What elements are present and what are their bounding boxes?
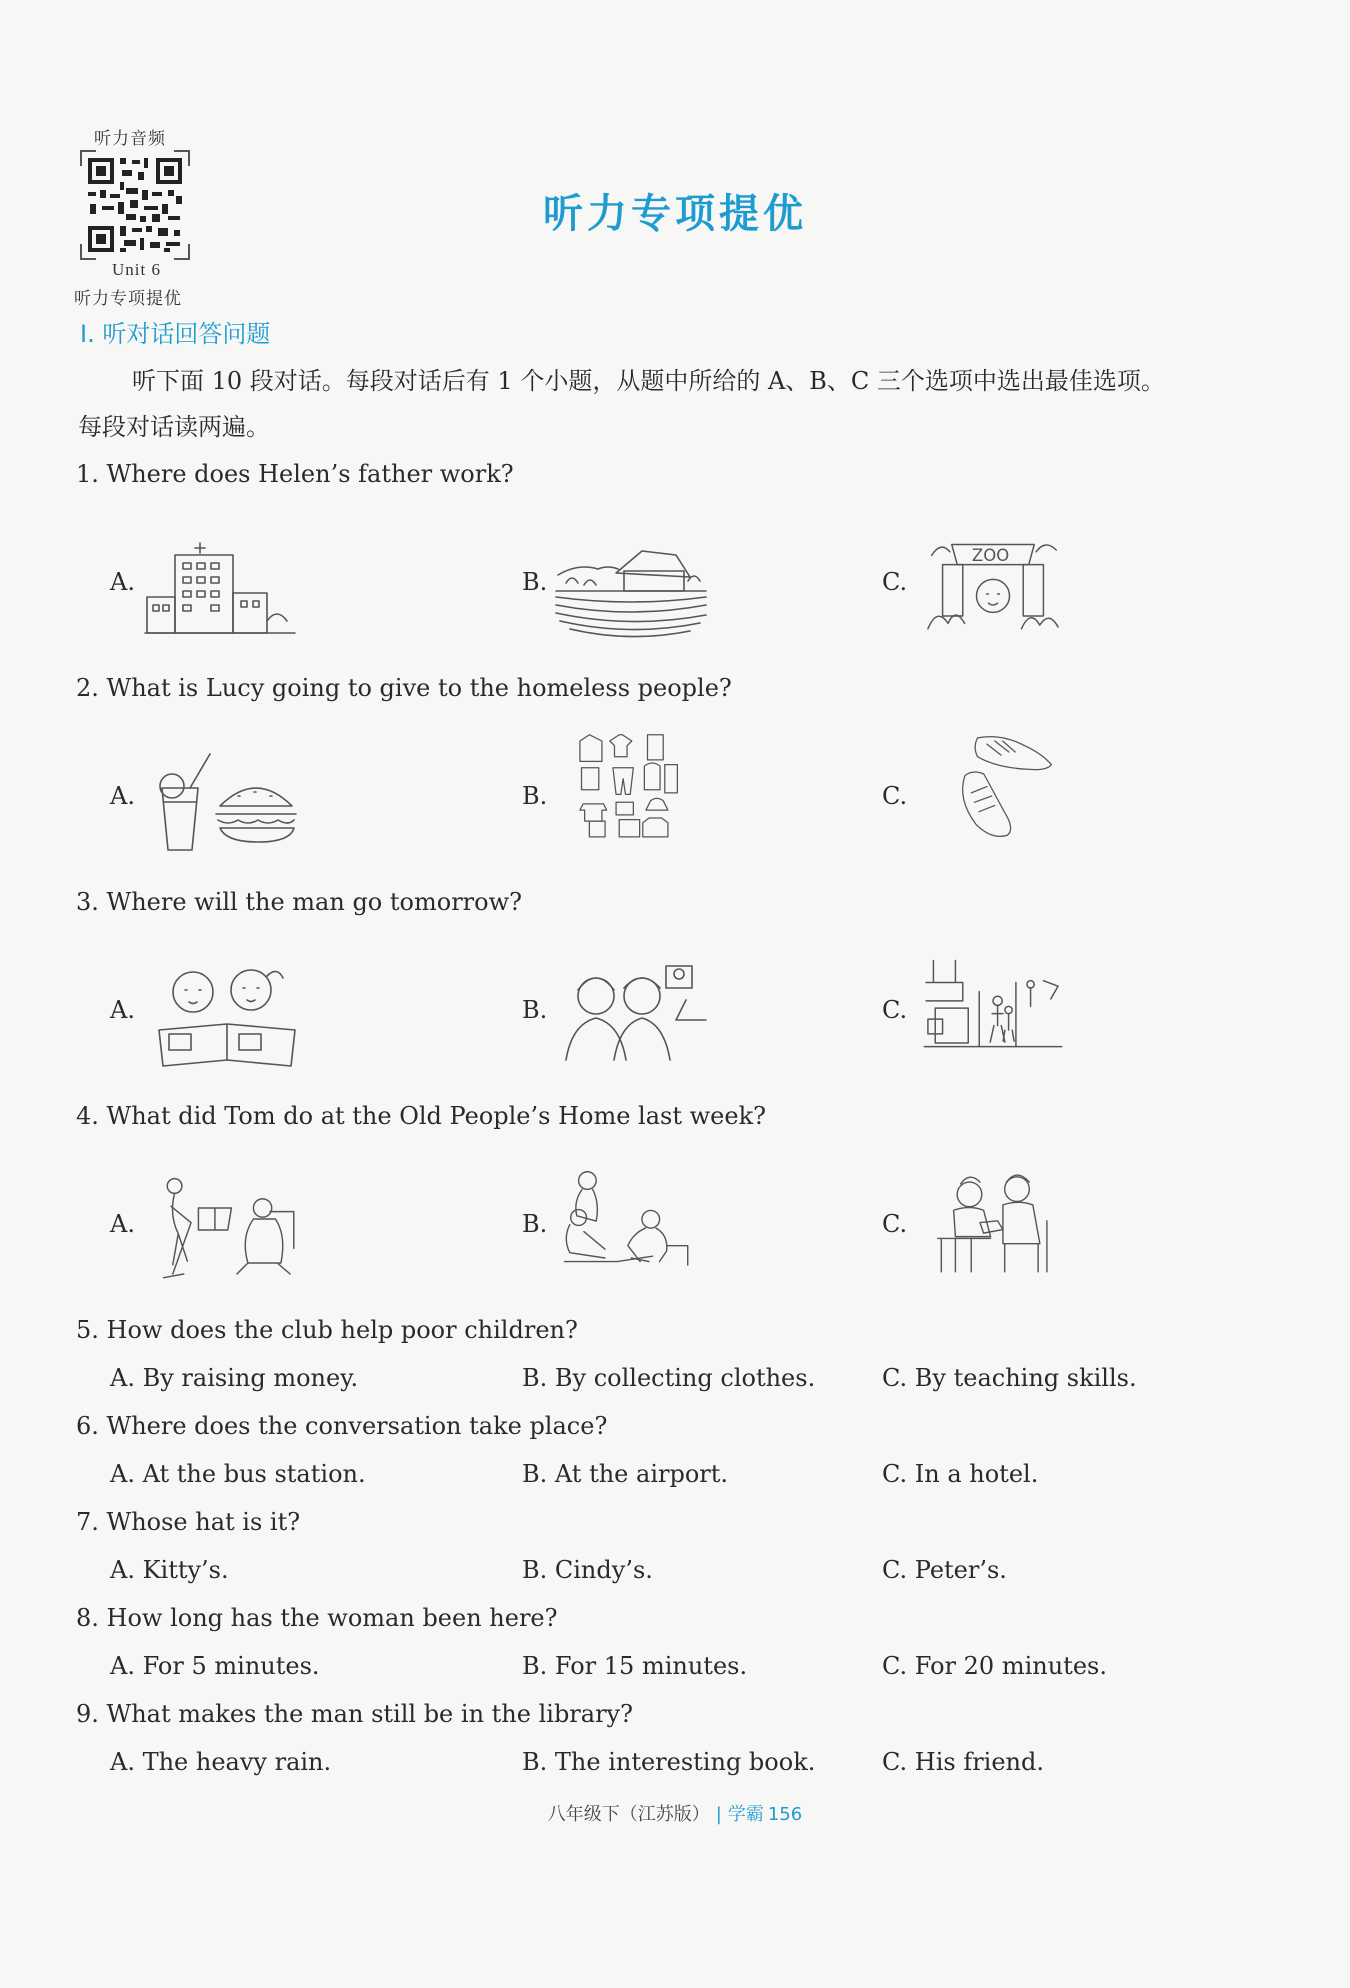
q5-option-a[interactable]: A. By raising money. <box>110 1364 359 1392</box>
qr-unit-label: Unit 6 <box>112 260 161 279</box>
q7-option-b[interactable]: B. Cindy’s. <box>522 1556 653 1584</box>
svg-text:ZOO: ZOO <box>971 546 1010 565</box>
page-number: 156 <box>767 1804 803 1825</box>
helping-fallen-icon[interactable] <box>552 1170 702 1280</box>
page-footer <box>0 1800 1350 1826</box>
q3-option-a-label: A. <box>110 996 135 1024</box>
q8-option-c[interactable]: C. For 20 minutes. <box>882 1652 1107 1680</box>
q9-option-b[interactable]: B. The interesting book. <box>522 1748 816 1776</box>
sneakers-icon[interactable] <box>930 730 1080 840</box>
question-9: 9. What makes the man still be in the library? <box>76 1700 633 1728</box>
question-1: 1. Where does Helen’s father work? <box>76 460 514 488</box>
question-3: 3. Where will the man go tomorrow? <box>76 888 522 916</box>
q4-option-b-label: B. <box>522 1210 548 1238</box>
q3-option-c-label: C. <box>882 996 908 1024</box>
hospital-icon[interactable] <box>145 535 295 645</box>
instructions-line2: 每段对话读两遍。 <box>78 413 270 441</box>
q6-option-c[interactable]: C. In a hotel. <box>882 1460 1039 1488</box>
old-people-icon[interactable] <box>556 960 706 1070</box>
q1-option-a-label: A. <box>110 568 135 596</box>
q9-option-a[interactable]: A. The heavy rain. <box>110 1748 332 1776</box>
q7-option-c[interactable]: C. Peter’s. <box>882 1556 1007 1584</box>
q2-option-a-label: A. <box>110 782 135 810</box>
question-5: 5. How does the club help poor children? <box>76 1316 578 1344</box>
q8-option-a[interactable]: A. For 5 minutes. <box>110 1652 320 1680</box>
qr-top-label: 听力音频 <box>94 129 166 149</box>
question-4: 4. What did Tom do at the Old People’s Home last week? <box>76 1102 766 1130</box>
station-icon[interactable] <box>918 955 1068 1065</box>
q1-option-c-label: C. <box>882 568 908 596</box>
q6-option-b[interactable]: B. At the airport. <box>522 1460 729 1488</box>
cleaning-icon[interactable] <box>150 1175 300 1285</box>
q2-option-c-label: C. <box>882 782 908 810</box>
instructions-line1: 听下面 10 段对话。每段对话后有 1 个小题，从题中所给的 A、B、C 三个选项中选出最佳选项。 <box>132 367 1165 395</box>
qr-bottom-label: 听力专项提优 <box>74 289 182 309</box>
zoo-icon[interactable] <box>918 528 1068 638</box>
question-6: 6. Where does the conversation take place? <box>76 1412 608 1440</box>
footer-grade: 八年级下（江苏版） <box>547 1804 710 1825</box>
q9-option-c[interactable]: C. His friend. <box>882 1748 1044 1776</box>
question-2: 2. What is Lucy going to give to the homeless people? <box>76 674 732 702</box>
section-title: Ⅰ. 听对话回答问题 <box>80 320 271 348</box>
question-7: 7. Whose hat is it? <box>76 1508 301 1536</box>
clothes-icon[interactable] <box>556 730 706 840</box>
q6-option-a[interactable]: A. At the bus station. <box>110 1460 366 1488</box>
q5-option-b[interactable]: B. By collecting clothes. <box>522 1364 816 1392</box>
footer-brand: 学霸 <box>727 1804 764 1825</box>
q4-option-a-label: A. <box>110 1210 135 1238</box>
q5-option-c[interactable]: C. By teaching skills. <box>882 1364 1137 1392</box>
q3-option-b-label: B. <box>522 996 548 1024</box>
q1-option-b-label: B. <box>522 568 548 596</box>
farm-icon[interactable] <box>556 535 706 645</box>
chatting-icon[interactable] <box>920 1168 1070 1278</box>
q7-option-a[interactable]: A. Kitty’s. <box>110 1556 229 1584</box>
question-8: 8. How long has the woman been here? <box>76 1604 558 1632</box>
q4-option-c-label: C. <box>882 1210 908 1238</box>
children-reading-icon[interactable] <box>155 960 305 1070</box>
footer-separator: | <box>715 1804 722 1825</box>
page-title: 听力专项提优 <box>543 191 807 237</box>
q8-option-b[interactable]: B. For 15 minutes. <box>522 1652 748 1680</box>
drink-burger-icon[interactable] <box>150 752 300 862</box>
q2-option-b-label: B. <box>522 782 548 810</box>
